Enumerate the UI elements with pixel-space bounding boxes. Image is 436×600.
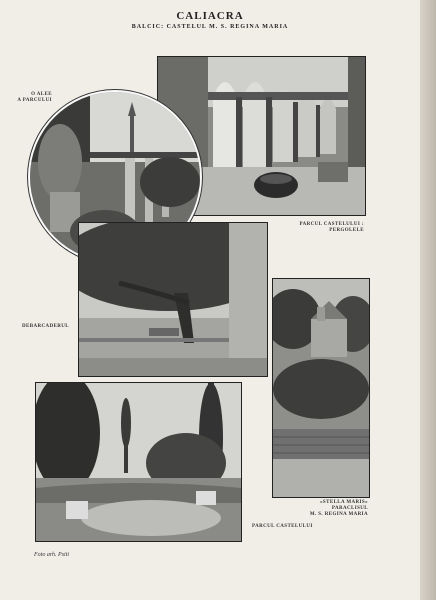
stella-maris-image [273, 279, 369, 497]
caption-alee: O ALEE A PARCULUI [17, 92, 52, 103]
photo-stella-maris [272, 278, 370, 498]
page-title: CALIACRA [176, 10, 244, 22]
caption-stella-maris: «STELLA MARIS» PARACLISUL M. S. REGINA MARIA [309, 500, 368, 517]
page-subtitle: BALCIC: CASTELUL M. S. REGINA MARIA [131, 24, 289, 30]
parcul-castelului-image [36, 383, 241, 541]
caption-debarcaderul: DEBARCADERUL [22, 324, 70, 329]
caption-pergolele: PARCUL CASTELULUI : PERGOLELE [299, 222, 364, 233]
photo-debarcaderul [78, 222, 268, 377]
photo-parcul-castelului [35, 382, 242, 542]
book-spine [420, 0, 436, 600]
caption-parcul-castelului: PARCUL CASTELULUI [252, 524, 313, 529]
photo-credit: Foto arh. Psiti [34, 552, 70, 558]
debarcaderul-image [79, 223, 267, 376]
